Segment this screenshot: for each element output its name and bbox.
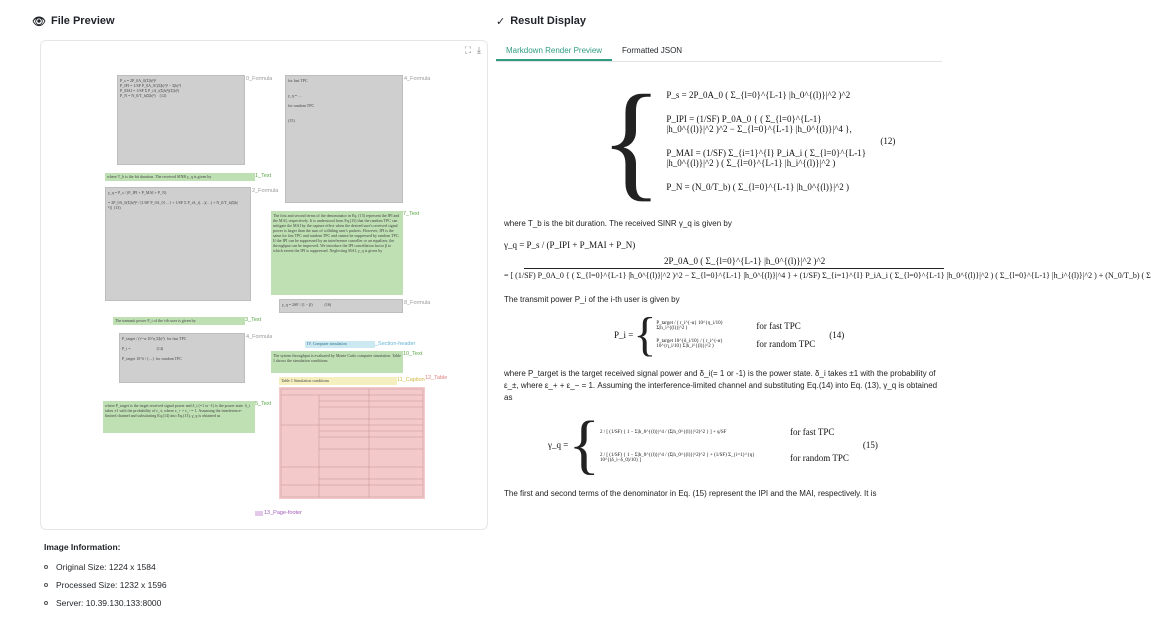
bullet-icon [44,583,48,587]
equation-13b-numerator: 2P_0A_0 ( Σ_{l=0}^{L-1} |h_0^{(l)}|^2 )^2 [664,256,826,266]
text-3-label: 3_Text [245,317,262,323]
eq14-lhs: P_i = [614,330,634,340]
document-page [101,75,448,525]
table-label: 12_Table [425,375,448,381]
layout-box-section-header[interactable] [305,341,416,348]
formula-2-content: γ_q = P_s / (P_IPI + P_MAI + P_N) = 2P_0A_0(Σ|h|²)² / [1/SF P_0A_0{…} + 1/SF Σ P_iA_i(…)(…) + N_0/T_b(Σ|h|²)] (13) [108,190,239,210]
formula-0-content: P_s = 2P_0A_0(Σ|h|²)² P_IPI = 1/SF P_0A_0{(Σ|h|²)² − Σ|h|⁴} P_MAI = 1/SF Σ P_iA_i(Σ|h|²)(Σ|h|²) P_N = N_0/T_b(Σ|h|²) (12) [120,78,182,98]
formula-2-label: 2_Formula [252,188,279,194]
eq12-line: P_IPI = (1/SF) P_0A_0 { ( Σ_{l=0}^{L-1} |h_0^{(l)}|^2 )^2 − Σ_{l=0}^{L-1} |h_0^{(l)}|^4 }, [666,114,852,134]
file-preview-header [32,10,490,32]
eq14-case [656,321,815,331]
formula-4b-label: 4_Formula [246,334,273,340]
list-item [44,598,167,608]
file-preview-panel [32,10,490,630]
formula-8-content: γ_q = 2SF / (1 − β) (16) [282,302,332,307]
formula-8-label: 8_Formula [404,300,431,306]
caption-label: 11_Caption [397,377,425,383]
paragraph-transmit-power: The transmit power P_i of the i-th user is given by [504,295,680,304]
bullet-icon [44,601,48,605]
tab-markdown-render-preview[interactable]: Markdown Render Preview [496,42,612,61]
equation-13b-denominator: = [ (1/SF) P_0A_0 { ( Σ_{l=0}^{L-1} |h_0^{(l)}|^2 )^2 − Σ_{l=0}^{L-1} |h_0^{(l)}|^4 } + (1/SF) Σ_{i=1}^{I} P_iA_i ( Σ_{l=0}^{L-1} |h_0^{(l)}|^2 ) ( Σ_{l=0}^{L-1} |h_i^{(l)}|^2 ) + (N_0/T_b) ( Σ [504,271,1151,280]
layout-box-text-10[interactable] [271,351,423,373]
text-5-content: where P_target is the target received signal power and δ_i (=1 or -1) is the power state. δ_i takes ±1 with the probability of ε_±, where ε_+ + ε_- = 1. Assuming the interference-limited channel and substituting Eq.(14) into Eq.(13), γ_q is obtained as [105,403,250,418]
formula-0-label: 0_Formula [246,76,273,82]
original-size: Original Size: 1224 x 1584 [56,562,156,572]
layout-box-formula-4[interactable] [285,75,431,203]
paragraph-bit-duration: where T_b is the bit duration. The received SINR γ_q is given by [504,219,732,228]
result-tabs [496,42,942,62]
fullscreen-icon[interactable]: ⛶ [464,45,472,55]
table-grid [279,387,425,499]
layout-box-text-1[interactable] [105,173,272,181]
formula-4-label: 4_Formula [404,76,431,82]
formula-4b-content: P_target / (r^-α 10^η Σ|h|²) for fast TPC P_i = (14) P_target 10^δ / (…) for random TPC [122,336,187,361]
layout-box-text-5[interactable] [103,401,272,433]
layout-box-page-footer[interactable] [255,510,302,516]
caption-content: Table 1 Simulation conditions [281,378,330,383]
equation-12-number: (12) [880,136,896,146]
left-brace: { [568,408,600,481]
check-icon: ✓ [496,15,506,28]
layout-box-text-7[interactable] [271,211,420,295]
equation-12-lines [666,90,866,192]
eq14-cases [656,321,815,349]
layout-box-caption[interactable] [279,377,425,385]
left-brace: { [633,308,657,361]
bullet-icon [44,565,48,569]
eq14-case2-expr: P_target 10^{δ_i/10} / ( r_i^{-α} 10^{η_i/10} Σ|h_i^{(l)}|^2 ) [656,339,723,349]
layout-box-formula-4b[interactable] [119,333,273,383]
eq14-case2-cond: for random TPC [756,339,816,349]
fraction-bar [524,268,944,269]
equation-12 [600,69,940,213]
scroll-fade [504,556,940,566]
server-address: Server: 10.39.130.133:8000 [56,598,162,608]
eq12-line: P_N = (N_0/T_b) ( Σ_{l=0}^{L-1} |h_0^{(l)}|^2 ) [666,182,849,192]
formula-4-content: for fast TPC γ_q = … for random TPC (15) [288,78,315,123]
eq12-line: P_s = 2P_0A_0 ( Σ_{l=0}^{L-1} |h_0^{(l)}|^2 )^2 [666,90,851,100]
text-10-content: The system throughput is evaluated by Monte Carlo computer simulation. Table 1 shows the simulation conditions. [273,353,401,363]
eye-icon: 👁 [32,15,46,28]
markdown-render [504,69,1151,566]
eq15-case2-expr: 2 / [ (1/SF) { 1 − Σ|h_0^{(l)}|^4 / (Σ|h_0^{(l)}|^2)^2 } + (1/SF) Σ_{i=1}^{q} 10^{(δ_i−δ_0)/10} ] [600,453,755,463]
eq14-case1-expr: P_target / ( r_i^{-α} 10^{η_i/10} Σ|h_i^{(l)}|^2 ) [656,321,724,331]
eq15-case [600,453,849,463]
text-5-label: 5_Text [255,401,272,407]
download-icon[interactable]: ⤓ [477,45,481,55]
paragraph-power-state: where P_target is the target received signal power and δ_i(= 1 or -1) is the power state. δ_i takes ±1 with the probability of ε_±, where ε_+ + ε_− = 1. Assuming the interference-limited channel and substituting Eq.(14) into Eq. (13), γ_q is obtained as [504,369,938,402]
file-preview-title: File Preview [50,15,115,27]
section-header-label: _Section-header [375,341,416,347]
equation-15 [548,408,940,481]
eq15-case1-expr: 2 / [ (1/SF) { 1 − Σ|h_0^{(l)}|^4 / (Σ|h_0^{(l)}|^2)^2 } ] + q/SF [600,429,727,435]
result-display-panel [496,10,1151,570]
preview-card[interactable] [40,40,488,530]
eq14-case [656,339,815,349]
layout-box-formula-2[interactable] [105,187,279,301]
eq15-cases [600,427,849,463]
page-footer-label: 13_Page-footer [264,510,302,516]
result-display-title: Result Display [510,15,587,27]
text-7-label: 7_Text [403,211,420,217]
list-item [44,562,167,572]
layout-box-text-3[interactable] [113,317,262,325]
text-1-label: 1_Text [255,173,272,179]
image-info-list [44,562,167,608]
image-info [44,542,167,616]
image-info-title: Image Information: [44,542,121,552]
result-display-header [496,10,942,32]
text-1-content: where T_b is the bit duration. The received SINR γ_q is given by [107,174,212,179]
text-7-content: The first and second terms of the denominator in Eq. (15) represent the IPI and the MAI, respectively. It is understood from Eq.(15) that the random TPC can mitigate the MAI by the capture effect when the desired user's received signal power is larger than the sum of colliding user's packets. However, IPI is the same for fast TPC and random TPC and cannot be suppressed by random TPC. If the IPI can be suppressed by an interference canceller or an equalizer, the throughput can be improved. We introduce the IPI cancellation factor β to which extent the IPI is suppressed. Neglecting MAI, γ_q is given by [273,213,400,253]
text-3-content: The transmit power P_i of the i-th user is given by [115,318,196,323]
processed-size: Processed Size: 1232 x 1596 [56,580,167,590]
list-item [44,580,167,590]
paragraph-denominator-terms: The first and second terms of the denominator in Eq. (15) represent the IPI and the MAI, respectively. It is [504,489,877,498]
left-brace: { [600,69,663,213]
layout-box-formula-8[interactable] [279,299,431,313]
section-header-content: IV. Computer simulation [307,341,347,346]
preview-tools [465,45,481,56]
eq14-case1-cond: for fast TPC [756,321,801,331]
layout-box-formula-0[interactable] [117,75,273,165]
eq12-line: P_MAI = (1/SF) Σ_{i=1}^{I} P_iA_i ( Σ_{l=0}^{L-1} |h_0^{(l)}|^2 ) ( Σ_{l=0}^{L-1} |h_i^{(l)}|^2 ) [666,148,867,168]
equation-13a: γ_q = P_s / (P_IPI + P_MAI + P_N) [504,240,636,250]
equation-15-number: (15) [862,440,878,450]
eq15-case [600,427,849,437]
text-10-label: 10_Text [403,351,423,357]
eq15-case1-cond: for fast TPC [790,427,835,437]
equation-14 [614,308,940,361]
eq15-case2-cond: for random TPC [790,453,849,463]
tab-formatted-json[interactable]: Formatted JSON [622,46,683,55]
equation-14-number: (14) [829,330,845,340]
eq15-lhs: γ_q = [548,440,569,450]
